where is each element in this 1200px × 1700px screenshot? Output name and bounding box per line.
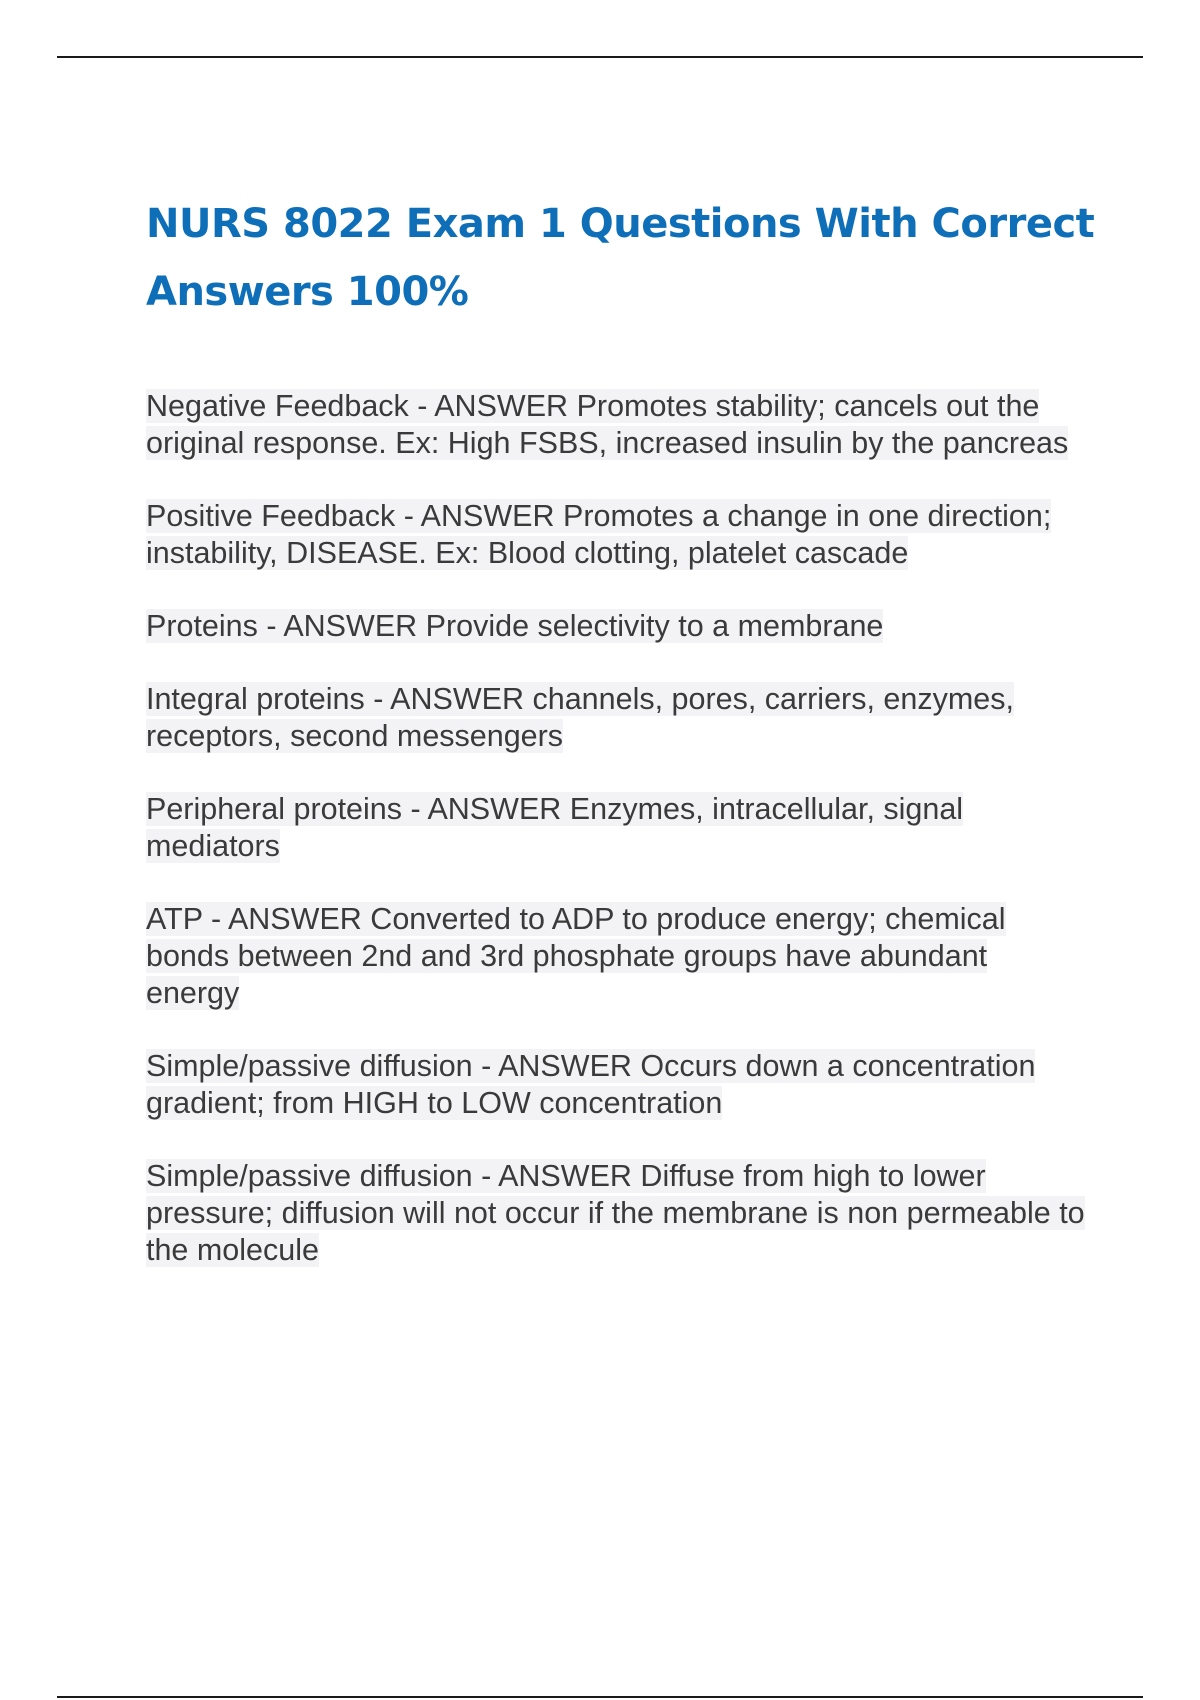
qa-term: Peripheral proteins xyxy=(146,792,403,826)
qa-answer-marker: ANSWER xyxy=(498,1049,632,1083)
qa-answer: Diffuse from high to lower pressure; diffusion will not occur if the membrane is non permeable to the molecule xyxy=(146,1159,1085,1267)
qa-separator: - xyxy=(472,1049,499,1083)
qa-answer-marker: ANSWER xyxy=(420,499,555,533)
qa-item-proteins xyxy=(146,608,1086,645)
qa-separator: - xyxy=(395,499,421,533)
qa-answer: Provide selectivity to a membrane xyxy=(425,609,884,643)
qa-term: ATP xyxy=(146,902,203,936)
qa-answer: Promotes stability; cancels out the original response. Ex: High FSBS, increased insulin by the pancreas xyxy=(146,389,1069,460)
qa-item-atp xyxy=(146,901,1086,1012)
qa-answer-marker: ANSWER xyxy=(390,682,525,716)
qa-answer-marker: ANSWER xyxy=(227,902,362,936)
qa-answer-marker: ANSWER xyxy=(434,389,569,423)
bottom-rule xyxy=(57,1696,1143,1698)
qa-answer: Promotes a change in one direction; instability, DISEASE. Ex: Blood clotting, platelet cascade xyxy=(146,499,1052,570)
qa-answer-marker: ANSWER xyxy=(498,1159,632,1193)
qa-separator: - xyxy=(472,1159,499,1193)
qa-item-negative-feedback xyxy=(146,388,1086,462)
top-rule xyxy=(57,56,1143,58)
qa-answer: Enzymes, intracellular, signal mediators xyxy=(146,792,964,863)
qa-answer-marker: ANSWER xyxy=(283,609,418,643)
qa-separator: - xyxy=(402,792,428,826)
qa-term: Simple/passive diffusion xyxy=(146,1159,473,1193)
qa-separator: - xyxy=(408,389,435,423)
qa-item-simple-passive-diffusion-1 xyxy=(146,1048,1086,1122)
qa-item-positive-feedback xyxy=(146,498,1086,572)
qa-list xyxy=(146,388,1086,1305)
qa-term: Simple/passive diffusion xyxy=(146,1049,473,1083)
qa-term: Negative Feedback xyxy=(146,389,409,423)
qa-term: Proteins xyxy=(146,609,258,643)
qa-answer: Converted to ADP to produce energy; chemical bonds between 2nd and 3rd phosphate groups have abundant energy xyxy=(146,902,1006,1010)
qa-term: Integral proteins xyxy=(146,682,365,716)
qa-answer-marker: ANSWER xyxy=(427,792,562,826)
qa-item-integral-proteins xyxy=(146,681,1086,755)
qa-item-peripheral-proteins xyxy=(146,791,1086,865)
qa-separator: - xyxy=(364,682,391,716)
document-title: NURS 8022 Exam 1 Questions With Correct Answers 100% xyxy=(146,201,1095,315)
qa-separator: - xyxy=(202,902,228,936)
qa-separator: - xyxy=(257,609,284,643)
qa-answer: Occurs down a concentration gradient; from HIGH to LOW concentration xyxy=(146,1049,1036,1120)
qa-term: Positive Feedback xyxy=(146,499,396,533)
qa-answer: channels, pores, carriers, enzymes, receptors, second messengers xyxy=(146,682,1014,753)
qa-item-simple-passive-diffusion-2 xyxy=(146,1158,1086,1269)
